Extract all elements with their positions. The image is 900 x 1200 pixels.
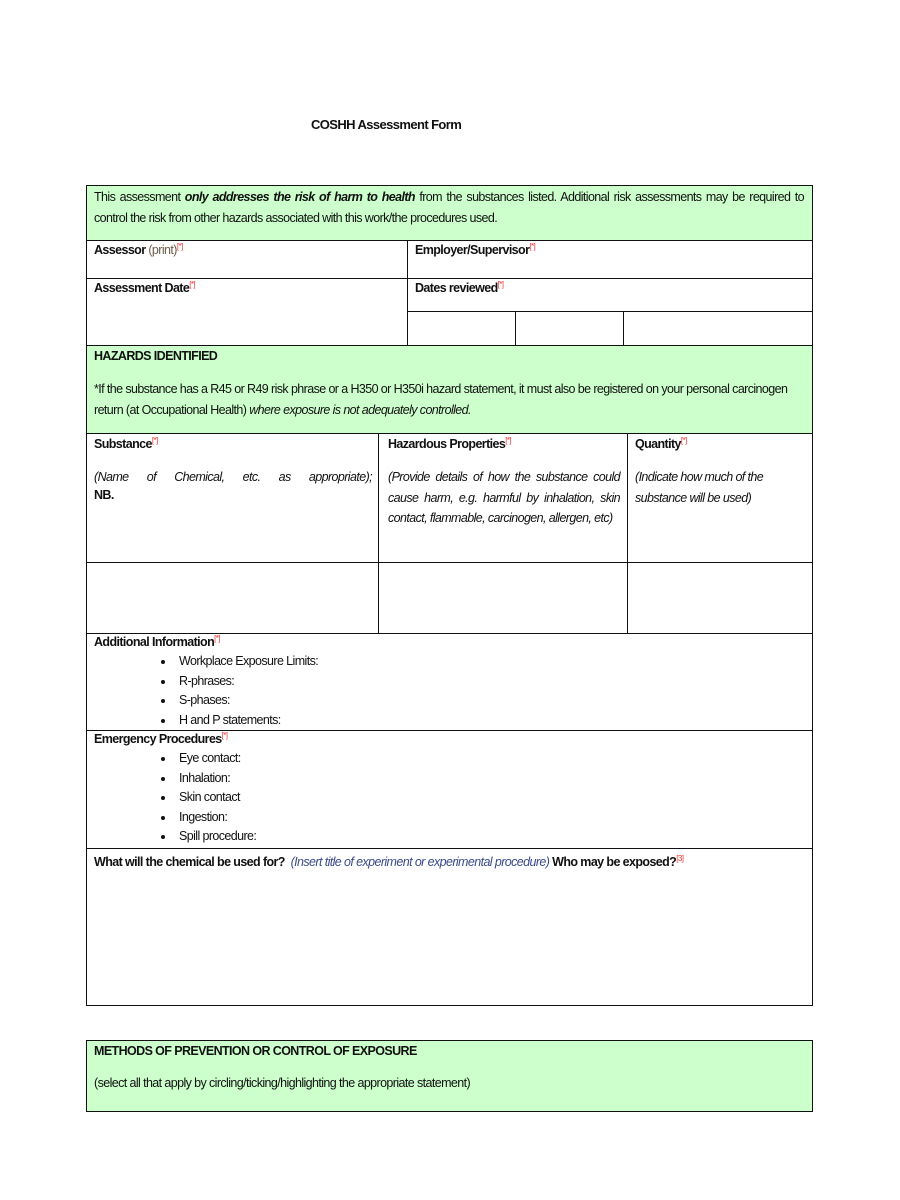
list-item: • R-phrases: [175, 672, 318, 692]
list-item: • Skin contact [175, 788, 256, 808]
hazards-heading: HAZARDS IDENTIFIED [94, 349, 218, 363]
review-date-2[interactable] [515, 311, 624, 346]
methods-hint: (select all that apply by circling/ticking/highlighting the appropriate statement) [94, 1076, 471, 1090]
intro-text: This assessment only addresses the risk of harm to health from the substances listed. Additional risk assessments may be required to control the risk from other hazards associated with this work/the procedures used. [94, 190, 804, 225]
quantity-input[interactable] [627, 562, 813, 634]
methods-section [86, 1040, 813, 1112]
hazardous-properties-column: Hazardous Properties[*] (Provide details of how the substance could cause harm, e.g. harmful by inhalation, skin contact, flammable, carcinogen, allergen, etc) [378, 433, 628, 563]
review-date-3[interactable] [623, 311, 813, 346]
list-item: • Eye contact: [175, 749, 256, 769]
hazards-note: *If the substance has a R45 or R49 risk phrase or a H350 or H350i hazard statement, it must also be registered on your personal carcinogen return (at Occupational Health) where exposure is not adequately controlled. [94, 382, 788, 417]
list-item: • Spill procedure: [175, 827, 256, 847]
methods-heading: METHODS OF PREVENTION OR CONTROL OF EXPOSURE [94, 1044, 417, 1058]
employer-supervisor-field[interactable]: Employer/Supervisor[*] [407, 240, 813, 279]
dates-reviewed-label: Dates reviewed[*] [407, 278, 813, 312]
list-item: • Inhalation: [175, 769, 256, 789]
hazardous-properties-input[interactable] [378, 562, 628, 634]
substance-column: Substance[*] (Name of Chemical, etc. as appropriate); NB. [86, 433, 379, 563]
usage-section[interactable] [86, 848, 813, 1006]
quantity-column: Quantity[*] (Indicate how much of the substance will be used) [627, 433, 813, 563]
list-item: • H and P statements: [175, 711, 318, 731]
emergency-procedures-section[interactable]: Emergency Procedures[*] • Eye contact: • Inhalation: • Skin contact • Ingestion: • Spill procedure: [86, 730, 813, 849]
list-item: • S-phases: [175, 691, 318, 711]
substance-input[interactable] [86, 562, 379, 634]
hazards-section [86, 345, 813, 434]
assessment-date-field[interactable]: Assessment Date[*] [86, 278, 408, 346]
list-item: • Workplace Exposure Limits: [175, 652, 318, 672]
assessor-field[interactable]: Assessor (print)[*] [86, 240, 408, 279]
review-date-1[interactable] [407, 311, 516, 346]
intro-section [86, 185, 813, 241]
form-title: COSHH Assessment Form [311, 117, 462, 132]
additional-information-section[interactable]: Additional Information[*] • Workplace Exposure Limits: • R-phrases: • S-phases: • H and P statements: [86, 633, 813, 731]
usage-question: What will the chemical be used for? (Insert title of experiment or experimental procedure) Who may be exposed?[3] [94, 854, 684, 870]
list-item: • Ingestion: [175, 808, 256, 828]
